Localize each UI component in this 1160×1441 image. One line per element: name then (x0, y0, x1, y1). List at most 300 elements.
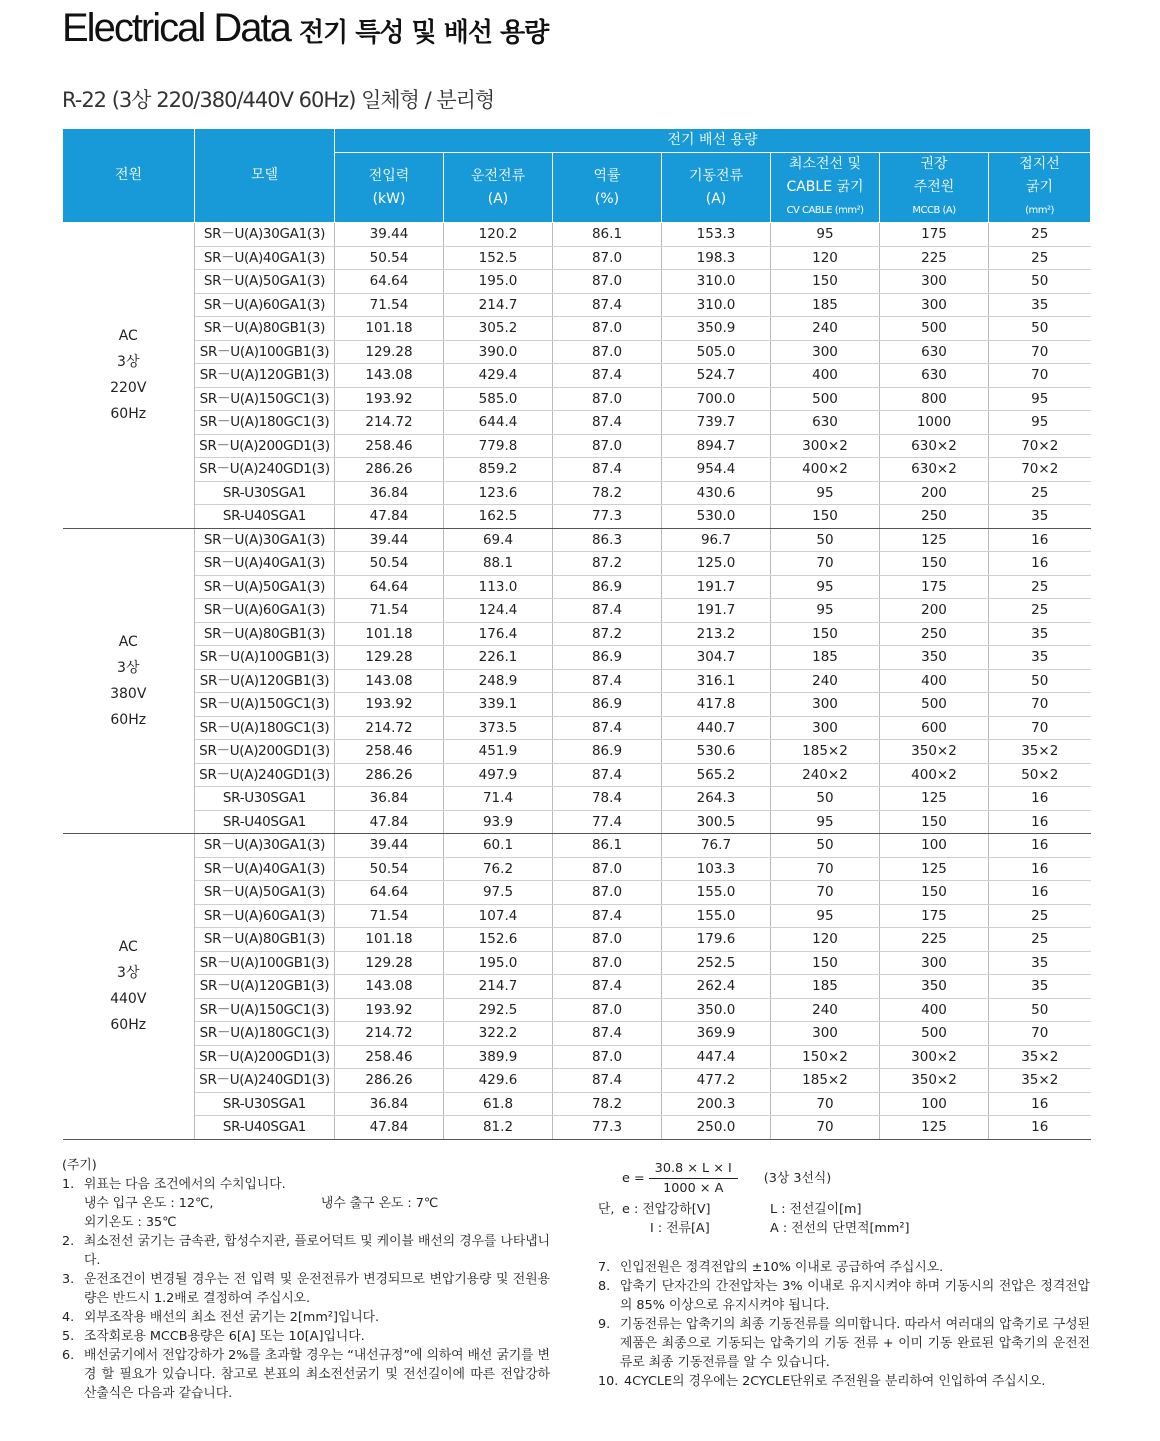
power-group-cell (63, 834, 195, 1140)
value-cell: 350.0 (662, 998, 771, 1022)
value-cell: 95 (771, 599, 880, 623)
model-cell: SR-U30SGA1 (195, 787, 335, 811)
model-cell: SR－U(A)200GD1(3) (195, 434, 335, 458)
value-cell: 35×2 (989, 1045, 1091, 1069)
value-cell: 226.1 (444, 646, 553, 670)
value-cell: 240 (771, 998, 880, 1022)
column-header-line: 운전전류 (470, 167, 526, 184)
value-cell: 451.9 (444, 740, 553, 764)
value-cell: 800 (880, 387, 989, 411)
value-cell: 252.5 (662, 951, 771, 975)
value-cell: 16 (989, 810, 1091, 834)
value-cell: 185 (771, 646, 880, 670)
model-cell: SR－U(A)80GB1(3) (195, 622, 335, 646)
value-cell: 87.4 (553, 669, 662, 693)
value-cell: 440.7 (662, 716, 771, 740)
value-cell: 153.3 (662, 223, 771, 247)
value-cell: 162.5 (444, 505, 553, 529)
power-spec-line: 220V (110, 380, 147, 397)
header-power: 전원 (63, 129, 195, 223)
value-cell: 400 (880, 998, 989, 1022)
value-cell: 70 (989, 693, 1091, 717)
value-cell: 129.28 (335, 646, 444, 670)
value-cell: 39.44 (335, 834, 444, 858)
page-subtitle: R-22 (3상 220/380/440V 60Hz) 일체형 / 분리형 (62, 88, 495, 112)
value-cell: 87.4 (553, 1069, 662, 1093)
value-cell: 185 (771, 975, 880, 999)
value-cell: 305.2 (444, 317, 553, 341)
value-cell: 120 (771, 928, 880, 952)
note-1-inlet-temp: 냉수 입구 온도 : 12℃, (84, 1196, 214, 1211)
model-cell: SR－U(A)100GB1(3) (195, 646, 335, 670)
value-cell: 191.7 (662, 599, 771, 623)
table-row (63, 411, 1091, 435)
value-cell: 95 (771, 810, 880, 834)
value-cell: 50 (771, 787, 880, 811)
value-cell: 35 (989, 505, 1091, 529)
value-cell: 129.28 (335, 340, 444, 364)
value-cell: 87.0 (553, 434, 662, 458)
value-cell: 64.64 (335, 270, 444, 294)
value-cell: 390.0 (444, 340, 553, 364)
value-cell: 286.26 (335, 1069, 444, 1093)
value-cell: 200 (880, 481, 989, 505)
note-1-outlet-temp: 냉수 출구 온도 : 7℃ (321, 1196, 439, 1211)
model-cell: SR－U(A)60GA1(3) (195, 293, 335, 317)
value-cell: 50 (989, 270, 1091, 294)
formula-def-i: I : 전류[A] (650, 1221, 710, 1236)
value-cell: 81.2 (444, 1116, 553, 1140)
value-cell: 95 (771, 904, 880, 928)
value-cell: 50.54 (335, 246, 444, 270)
table-row (63, 693, 1091, 717)
value-cell: 430.6 (662, 481, 771, 505)
value-cell: 125 (880, 528, 989, 552)
note-text: 배선굵기에서 전압강하가 2%를 초과할 경우는 “내선규정”에 의하여 배선 굵기를 변경 할 필요가 있습니다. 참고로 본표의 최소전선굵기 및 전선길이에 따른 전압강하 산출식은 다음과 같습니다. (84, 1348, 550, 1401)
value-cell: 152.5 (444, 246, 553, 270)
note-number: 8. (598, 1279, 611, 1294)
table-row (63, 834, 1091, 858)
value-cell: 120.2 (444, 223, 553, 247)
column-header-line: MCCB (A) (912, 205, 956, 216)
value-cell: 35 (989, 975, 1091, 999)
value-cell: 77.3 (553, 1116, 662, 1140)
value-cell: 61.8 (444, 1092, 553, 1116)
table-row (63, 317, 1091, 341)
value-cell: 101.18 (335, 317, 444, 341)
table-row (63, 857, 1091, 881)
table-row (63, 340, 1091, 364)
value-cell: 954.4 (662, 458, 771, 482)
value-cell: 429.4 (444, 364, 553, 388)
model-cell: SR－U(A)180GC1(3) (195, 1022, 335, 1046)
value-cell: 530.6 (662, 740, 771, 764)
model-cell: SR－U(A)120GB1(3) (195, 669, 335, 693)
model-cell: SR－U(A)200GD1(3) (195, 740, 335, 764)
value-cell: 71.54 (335, 599, 444, 623)
value-cell: 214.72 (335, 1022, 444, 1046)
note-number: 6. (62, 1348, 75, 1363)
value-cell: 70×2 (989, 434, 1091, 458)
model-cell: SR－U(A)150GC1(3) (195, 387, 335, 411)
value-cell: 47.84 (335, 810, 444, 834)
value-cell: 100 (880, 1092, 989, 1116)
value-cell: 70 (771, 857, 880, 881)
value-cell: 95 (771, 575, 880, 599)
model-cell: SR－U(A)80GB1(3) (195, 317, 335, 341)
model-cell: SR－U(A)180GC1(3) (195, 716, 335, 740)
model-cell: SR－U(A)50GA1(3) (195, 575, 335, 599)
value-cell: 78.4 (553, 787, 662, 811)
value-cell: 87.4 (553, 763, 662, 787)
value-cell: 50 (771, 528, 880, 552)
value-cell: 25 (989, 223, 1091, 247)
value-cell: 86.9 (553, 646, 662, 670)
value-cell: 200.3 (662, 1092, 771, 1116)
column-header (771, 153, 880, 223)
value-cell: 125 (880, 857, 989, 881)
table-row (63, 998, 1091, 1022)
value-cell: 250 (880, 505, 989, 529)
value-cell: 214.7 (444, 293, 553, 317)
value-cell: 35×2 (989, 1069, 1091, 1093)
formula-numerator: 30.8 × L × I (649, 1159, 738, 1179)
value-cell: 120 (771, 246, 880, 270)
value-cell: 500 (880, 693, 989, 717)
value-cell: 86.1 (553, 223, 662, 247)
value-cell: 16 (989, 834, 1091, 858)
value-cell: 47.84 (335, 505, 444, 529)
formula-definitions-row-1 (598, 1200, 1090, 1219)
value-cell: 16 (989, 881, 1091, 905)
note-6 (62, 1346, 550, 1403)
model-cell: SR－U(A)30GA1(3) (195, 223, 335, 247)
column-header (880, 153, 989, 223)
column-header-line: 주전원 (913, 179, 955, 195)
value-cell: 50 (771, 834, 880, 858)
note-number: 10. (598, 1374, 619, 1389)
note-2 (62, 1232, 550, 1270)
value-cell: 258.46 (335, 434, 444, 458)
value-cell: 500 (771, 387, 880, 411)
value-cell: 25 (989, 575, 1091, 599)
value-cell: 150 (771, 951, 880, 975)
value-cell: 78.2 (553, 1092, 662, 1116)
value-cell: 739.7 (662, 411, 771, 435)
value-cell: 25 (989, 246, 1091, 270)
value-cell: 16 (989, 857, 1091, 881)
table-row (63, 810, 1091, 834)
table-row (63, 246, 1091, 270)
value-cell: 150 (771, 270, 880, 294)
table-row (63, 904, 1091, 928)
value-cell: 70 (771, 1116, 880, 1140)
value-cell: 429.6 (444, 1069, 553, 1093)
model-cell: SR－U(A)40GA1(3) (195, 857, 335, 881)
model-cell: SR－U(A)200GD1(3) (195, 1045, 335, 1069)
table-row (63, 599, 1091, 623)
value-cell: 150 (771, 505, 880, 529)
value-cell: 70×2 (989, 458, 1091, 482)
value-cell: 369.9 (662, 1022, 771, 1046)
table-row (63, 763, 1091, 787)
value-cell: 894.7 (662, 434, 771, 458)
value-cell: 300×2 (771, 434, 880, 458)
value-cell: 240×2 (771, 763, 880, 787)
value-cell: 95 (989, 387, 1091, 411)
value-cell: 1000 (880, 411, 989, 435)
value-cell: 300 (880, 951, 989, 975)
table-row (63, 481, 1091, 505)
note-4 (62, 1308, 550, 1327)
formula-def-e: e : 전압강하[V] (622, 1202, 711, 1217)
note-7 (598, 1258, 1090, 1277)
value-cell: 497.9 (444, 763, 553, 787)
power-spec-line: AC (118, 328, 138, 345)
model-cell: SR－U(A)80GB1(3) (195, 928, 335, 952)
column-header-line: CABLE 굵기 (786, 179, 864, 195)
note-number: 5. (62, 1329, 75, 1344)
value-cell: 200 (880, 599, 989, 623)
value-cell: 78.2 (553, 481, 662, 505)
model-cell: SR－U(A)100GB1(3) (195, 951, 335, 975)
table-body (63, 223, 1091, 1140)
value-cell: 87.4 (553, 904, 662, 928)
value-cell: 214.72 (335, 716, 444, 740)
value-cell: 248.9 (444, 669, 553, 693)
formula-note: (3상 3선식) (763, 1170, 832, 1186)
value-cell: 304.7 (662, 646, 771, 670)
model-cell: SR－U(A)150GC1(3) (195, 998, 335, 1022)
value-cell: 150 (771, 622, 880, 646)
value-cell: 565.2 (662, 763, 771, 787)
value-cell: 87.4 (553, 411, 662, 435)
table-row (63, 552, 1091, 576)
header-model: 모델 (195, 129, 335, 223)
power-spec-line: 3상 (117, 354, 140, 371)
value-cell: 195.0 (444, 270, 553, 294)
value-cell: 35×2 (989, 740, 1091, 764)
column-header-line: 접지선 (1019, 156, 1060, 172)
value-cell: 86.1 (553, 834, 662, 858)
note-number: 4. (62, 1310, 75, 1325)
column-header (553, 153, 662, 223)
model-cell: SR－U(A)180GC1(3) (195, 411, 335, 435)
note-text: 위표는 다음 조건에서의 수치입니다. (84, 1177, 286, 1192)
value-cell: 150 (880, 881, 989, 905)
value-cell: 87.0 (553, 1045, 662, 1069)
value-cell: 95 (771, 223, 880, 247)
note-text: 운전조건이 변경될 경우는 전 입력 및 운전전류가 변경되므로 변압기용량 및 전원용량은 반드시 1.2배로 결정하여 주십시오. (84, 1272, 550, 1306)
value-cell: 25 (989, 928, 1091, 952)
value-cell: 400×2 (880, 763, 989, 787)
value-cell: 35 (989, 293, 1091, 317)
value-cell: 100 (880, 834, 989, 858)
value-cell: 16 (989, 552, 1091, 576)
page-title-en: Electrical Data (62, 6, 290, 50)
value-cell: 87.0 (553, 857, 662, 881)
column-header-line: 권장 (920, 156, 948, 172)
value-cell: 96.7 (662, 528, 771, 552)
value-cell: 36.84 (335, 481, 444, 505)
value-cell: 35 (989, 646, 1091, 670)
value-cell: 86.9 (553, 693, 662, 717)
value-cell: 97.5 (444, 881, 553, 905)
value-cell: 155.0 (662, 904, 771, 928)
value-cell: 350×2 (880, 1069, 989, 1093)
value-cell: 70 (989, 1022, 1091, 1046)
column-header (444, 153, 553, 223)
value-cell: 292.5 (444, 998, 553, 1022)
note-number: 3. (62, 1272, 75, 1287)
value-cell: 70 (989, 340, 1091, 364)
table-row (63, 951, 1091, 975)
table-row (63, 1092, 1091, 1116)
table-row (63, 364, 1091, 388)
model-cell: SR－U(A)30GA1(3) (195, 528, 335, 552)
value-cell: 150 (880, 552, 989, 576)
value-cell: 87.0 (553, 951, 662, 975)
value-cell: 585.0 (444, 387, 553, 411)
value-cell: 630×2 (880, 458, 989, 482)
value-cell: 71.4 (444, 787, 553, 811)
value-cell: 300 (771, 716, 880, 740)
value-cell: 16 (989, 1116, 1091, 1140)
value-cell: 630 (880, 364, 989, 388)
value-cell: 477.2 (662, 1069, 771, 1093)
value-cell: 195.0 (444, 951, 553, 975)
value-cell: 87.0 (553, 270, 662, 294)
model-cell: SR－U(A)240GD1(3) (195, 1069, 335, 1093)
table-row (63, 1045, 1091, 1069)
note-text: 조작회로용 MCCB용량은 6[A] 또는 10[A]입니다. (84, 1329, 365, 1344)
column-header-line: (mm²) (1025, 205, 1054, 216)
value-cell: 262.4 (662, 975, 771, 999)
model-cell: SR－U(A)240GD1(3) (195, 763, 335, 787)
table-row (63, 740, 1091, 764)
model-cell: SR-U40SGA1 (195, 1116, 335, 1140)
value-cell: 286.26 (335, 763, 444, 787)
value-cell: 500 (880, 317, 989, 341)
value-cell: 87.4 (553, 975, 662, 999)
value-cell: 779.8 (444, 434, 553, 458)
value-cell: 143.08 (335, 669, 444, 693)
value-cell: 193.92 (335, 693, 444, 717)
value-cell: 86.3 (553, 528, 662, 552)
value-cell: 213.2 (662, 622, 771, 646)
value-cell: 258.46 (335, 740, 444, 764)
notes-left (62, 1156, 550, 1403)
value-cell: 87.4 (553, 458, 662, 482)
value-cell: 87.4 (553, 364, 662, 388)
note-number: 1. (62, 1177, 75, 1192)
value-cell: 300 (880, 270, 989, 294)
value-cell: 240 (771, 317, 880, 341)
value-cell: 300×2 (880, 1045, 989, 1069)
value-cell: 175 (880, 223, 989, 247)
value-cell: 185×2 (771, 740, 880, 764)
value-cell: 129.28 (335, 951, 444, 975)
note-text: 최소전선 굵기는 금속관, 합성수지관, 플로어덕트 및 케이블 배선의 경우를 나타냅니다. (84, 1234, 550, 1268)
note-text: 기동전류는 압축기의 최종 기동전류를 의미합니다. 따라서 여러대의 압축기로 구성된 제품은 최종으로 기동되는 압축기의 기동 전류 + 이미 기동 완료된 압축기의 운전전류로 최종 기동전류를 알 수 있습니다. (620, 1317, 1090, 1370)
power-group-cell (63, 528, 195, 834)
note-3 (62, 1270, 550, 1308)
table-row (63, 434, 1091, 458)
value-cell: 198.3 (662, 246, 771, 270)
value-cell: 95 (771, 481, 880, 505)
formula-def-prefix: 단, (598, 1202, 615, 1217)
value-cell: 225 (880, 246, 989, 270)
column-header-line: 굵기 (1025, 179, 1054, 195)
column-header-line: 전입력 (368, 167, 410, 184)
value-cell: 400×2 (771, 458, 880, 482)
note-text: 4CYCLE의 경우에는 2CYCLE단위로 주전원을 분리하여 인입하여 주십시오. (624, 1374, 1046, 1389)
value-cell: 400 (880, 669, 989, 693)
table-row (63, 528, 1091, 552)
value-cell: 16 (989, 787, 1091, 811)
formula-fraction (649, 1159, 738, 1198)
value-cell: 70 (771, 1092, 880, 1116)
notes-heading: (주기) (62, 1158, 97, 1173)
value-cell: 93.9 (444, 810, 553, 834)
value-cell: 300 (880, 293, 989, 317)
value-cell: 300 (771, 340, 880, 364)
table-row (63, 646, 1091, 670)
page-title (62, 6, 548, 51)
value-cell: 87.0 (553, 246, 662, 270)
value-cell: 225 (880, 928, 989, 952)
table-row (63, 716, 1091, 740)
value-cell: 47.84 (335, 1116, 444, 1140)
value-cell: 700.0 (662, 387, 771, 411)
value-cell: 286.26 (335, 458, 444, 482)
value-cell: 87.4 (553, 716, 662, 740)
value-cell: 107.4 (444, 904, 553, 928)
value-cell: 77.3 (553, 505, 662, 529)
value-cell: 316.1 (662, 669, 771, 693)
value-cell: 87.0 (553, 387, 662, 411)
table-row (63, 1116, 1091, 1140)
value-cell: 95 (989, 411, 1091, 435)
value-cell: 310.0 (662, 270, 771, 294)
value-cell: 264.3 (662, 787, 771, 811)
value-cell: 87.0 (553, 998, 662, 1022)
note-number: 7. (598, 1260, 611, 1275)
note-text: 외부조작용 배선의 최소 전선 굵기는 2[mm²]입니다. (84, 1310, 380, 1325)
value-cell: 70 (771, 881, 880, 905)
model-cell: SR-U40SGA1 (195, 505, 335, 529)
value-cell: 35 (989, 622, 1091, 646)
column-header-line: (%) (594, 190, 620, 207)
value-cell: 125.0 (662, 552, 771, 576)
value-cell: 240 (771, 669, 880, 693)
value-cell: 39.44 (335, 528, 444, 552)
table-row (63, 223, 1091, 247)
column-header-line: (kW) (372, 190, 406, 207)
power-spec-line: 440V (110, 991, 147, 1008)
value-cell: 71.54 (335, 293, 444, 317)
value-cell: 87.0 (553, 317, 662, 341)
note-number: 2. (62, 1234, 75, 1249)
note-1 (62, 1175, 550, 1194)
value-cell: 88.1 (444, 552, 553, 576)
value-cell: 152.6 (444, 928, 553, 952)
value-cell: 16 (989, 528, 1091, 552)
value-cell: 77.4 (553, 810, 662, 834)
value-cell: 389.9 (444, 1045, 553, 1069)
table-row (63, 293, 1091, 317)
model-cell: SR－U(A)120GB1(3) (195, 364, 335, 388)
